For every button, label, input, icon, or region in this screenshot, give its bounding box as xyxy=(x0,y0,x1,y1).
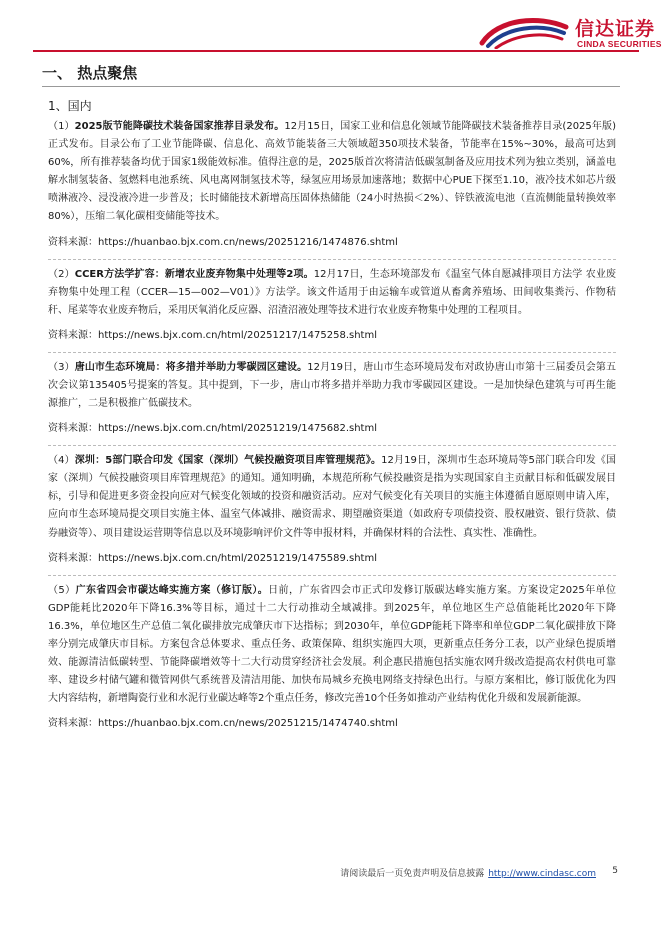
disclaimer-text: 请阅读最后一页免责声明及信息披露 xyxy=(340,869,485,879)
source-link[interactable]: https://news.bjx.com.cn/html/20251219/1475589.shtml xyxy=(98,552,377,564)
news-source xyxy=(48,421,616,437)
news-paragraph xyxy=(48,359,616,413)
news-item xyxy=(48,359,616,437)
source-label: 资料来源： xyxy=(48,329,98,341)
news-paragraph xyxy=(48,118,616,227)
news-source xyxy=(48,328,616,344)
source-link[interactable]: https://huanbao.bjx.com.cn/news/20251216/1474876.shtml xyxy=(98,236,398,248)
news-index: （5） xyxy=(48,584,76,596)
section-title: 一、 热点聚焦 xyxy=(42,64,138,82)
news-source xyxy=(48,235,616,251)
item-divider xyxy=(48,445,616,446)
cinda-logo-icon xyxy=(478,13,570,49)
source-label: 资料来源： xyxy=(48,236,98,248)
news-headline: 深圳：5部门联合印发《国家（深圳）气候投融资项目库管理规范》。 xyxy=(74,455,382,467)
page-number: 5 xyxy=(612,866,618,876)
subsection-title: 1、国内 xyxy=(48,99,92,113)
news-index: （3） xyxy=(48,361,75,373)
news-body: 12月19日，深圳市生态环境局等5部门联合印发《国家（深圳）气候投融资项目库管理规范》的通知。通知明确，本规范所称气候投融资是指为实现国家自主贡献目标和低碳发展目标，引导和促进更多资金投向应对气候变化领域的投资和融资活动。应对气候变化有关项目的实施主体遵循自愿原则申请入库，应向市生态环境局提交项目实施主体、温室气体减排、融资需求、期望融资渠道（如政府专项债投资、股权融资、银行贷款、债券融资等）、项目建设运营期等信息以及环境影响评价文件等申报材料，并确保材料的合法性、真实性、准确性。 xyxy=(48,455,617,539)
news-index: （1） xyxy=(48,121,75,132)
source-label: 资料来源： xyxy=(48,423,98,435)
news-headline: 广东省四会市碳达峰实施方案（修订版）。 xyxy=(75,584,269,596)
news-index: （4） xyxy=(48,455,75,467)
section-divider xyxy=(42,86,620,87)
source-link[interactable]: https://huanbao.bjx.com.cn/news/20251215/1474740.shtml xyxy=(98,718,398,730)
source-link[interactable]: https://news.bjx.com.cn/html/20251219/1475682.shtml xyxy=(98,423,377,435)
news-body: 日前，广东省四会市正式印发修订版碳达峰实施方案。方案设定2025年单位GDP能耗比2020年下降16.3%等目标，通过十二大行动推动全域减排。到2025年，单位地区生产总值能耗比2020年下降16.3%，单位地区生产总值二氧化碳排放完成肇庆市下达指标；到2030年，单位GDP能耗下降率和单位GDP二氧化碳排放下降率分别完成肇庆市目标。方案包含总体要求、重点任务、政策保障、组织实施四大项，更新重点任务分工表，以产业绿色提质增效、能源清洁低碳转型、节能降碳增效等十二大行动贯穿经济社会发展。利企惠民措施包括实施农网升级改造提高农村供电可靠率、建设乡村储气罐和微管网供气系统普及清洁用能、加快布局城乡充换电网络支持绿色出行。与原方案相比，修订版优化为四大内容结构，新增陶瓷行业和水泥行业碳达峰等2个重点任务，修改完善10个任务如推动产业结构优化升级和发展新能源。 xyxy=(48,584,616,705)
news-headline: 2025版节能降碳技术装备国家推荐目录发布。 xyxy=(74,121,285,132)
header-divider xyxy=(33,50,639,52)
logo-chinese-name: 信达证券 xyxy=(575,18,656,40)
item-divider xyxy=(48,259,616,260)
news-source xyxy=(48,551,616,567)
news-paragraph xyxy=(48,582,616,709)
source-link[interactable]: https://news.bjx.com.cn/html/20251217/1475258.shtml xyxy=(98,329,377,341)
logo-english-name: CINDA SECURITIES xyxy=(577,39,662,49)
item-divider xyxy=(48,352,616,353)
news-body: 12月17日，生态环境部发布《温室气体自愿减排项目方法学 农业废弃物集中处理工程（CCER—15—002—V01）》方法学。该文件适用于由运输车或管道从畜禽养殖场、田间收集粪污、作物秸秆、尾菜等农业废弃物后，采用厌氧消化反应器、沼渣沼液处理等技术进行农业废弃物集中处理的工程项目。 xyxy=(48,268,616,316)
news-item xyxy=(48,582,616,733)
item-divider xyxy=(48,575,616,576)
page-footer xyxy=(0,866,662,882)
news-headline: 唐山市生态环境局：将多措并举助力零碳园区建设。 xyxy=(74,361,308,373)
source-label: 资料来源： xyxy=(48,552,98,564)
news-list xyxy=(48,118,616,732)
news-headline: CCER方法学扩容：新增农业废弃物集中处理等2项。 xyxy=(74,268,314,280)
footer-disclaimer xyxy=(340,866,596,879)
news-paragraph xyxy=(48,452,616,542)
news-paragraph xyxy=(48,266,616,320)
news-item xyxy=(48,452,616,566)
news-item xyxy=(48,118,616,251)
source-label: 资料来源： xyxy=(48,718,98,730)
news-source xyxy=(48,716,616,732)
website-link[interactable]: http://www.cindasc.com xyxy=(488,869,596,879)
news-body: 12月19日，唐山市生态环境局发布对政协唐山市第十三届委员会第五次会议第135405号提案的答复。其中提到，下一步，唐山市将多措并举助力我市零碳园区建设。一是加快绿色建筑与可再生能源推广，二是积极推广低碳技术。 xyxy=(48,361,616,410)
news-item xyxy=(48,266,616,344)
news-body: 12月15日，国家工业和信息化领域节能降碳技术装备推荐目录(2025年版)正式发布。目录公布了工业节能降碳、信息化、高效节能装备三大领域超350项技术装备，节能率在15%~30%，最高可达到60%，所有推荐装备均优于国家1级能效标准。值得注意的是，2025版首次将清洁低碳氢制备及应用技术列为独立类别，涵盖电解水制氢装备、氢燃料电池系统、风电离网制氢技术等，绿氢应用场景加速落地；数据中心PUE下探至1.10，液冷技术如芯片级喷淋液冷、浸没液冷进一步普及；长时储能技术新增高压固体热储能（24小时热损＜2%）、锌铁液流电池（直流侧能量转换效率80%），压缩二氧化碳相变储能等技术。 xyxy=(48,121,616,223)
news-index: （2） xyxy=(48,268,75,280)
